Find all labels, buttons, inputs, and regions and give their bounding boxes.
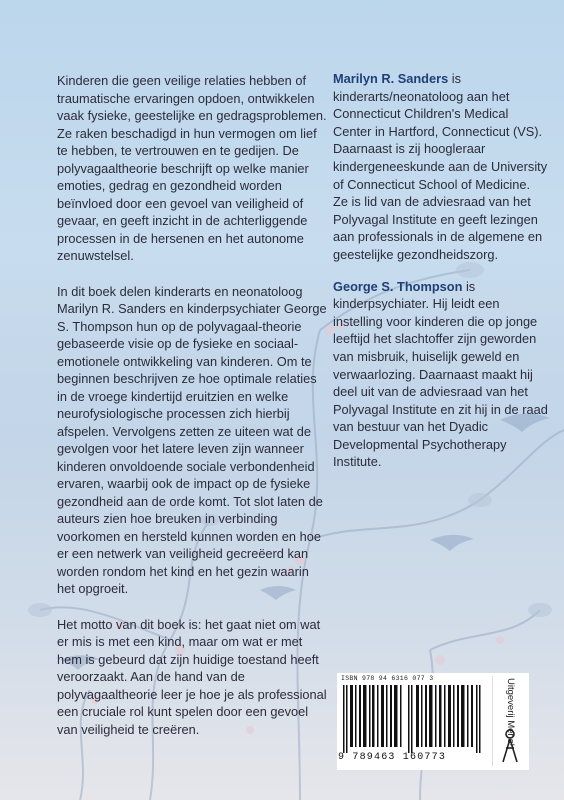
author-bios: [333, 70, 548, 485]
publisher-block: [492, 676, 526, 766]
publisher-name: Uitgeverij Mens!: [505, 678, 516, 747]
description-paragraph-2: In dit boek delen kinderarts en neonatoloog Marilyn R. Sanders en kinderpsychiater George S. Thompson hun op de polyvagaal-theorie gebaseerde visie op de fysieke en sociaal-emotionele ontwikkeling van kinderen. Om te beginnen beschrijven ze hoe optimale relaties in de vroege kindertijd eruitzien en welke neurofysiologische processen zich hierbij afspelen. Vervolgens zetten ze uiteen wat de gevolgen voor het latere leven zijn wanneer kinderen onvoldoende sociale verbondenheid ervaren, waarbij ook de impact op de fysieke gezondheid aan de orde komt. Tot slot laten de auteurs zien hoe breuken in verbinding voorkomen en hersteld kunnen worden en hoe er een netwerk van veiligheid gecreëerd kan worden rondom het kind en het gezin waarin het opgroeit.: [57, 283, 327, 596]
author-name-sanders: Marilyn R. Sanders: [333, 71, 449, 86]
author-bio-text-thompson: is kinderpsychiater. Hij leidt een instelling voor kinderen die op jonge leeftijd het slachtoffer zijn geworden van misbruik, huiselijk geweld en verwaarlozing. Daarnaast maakt hij deel uit van de adviesraad van het Polyvagal Institute en zit hij in de raad van bestuur van het Dyadic Developmental Psychotherapy Institute.: [333, 278, 548, 470]
description-paragraph-1: Kinderen die geen veilige relaties hebben of traumatische ervaringen opdoen, ontwikkelen vaak fysieke, geestelijke en gedragsproblemen. Ze raken beschadigd in hun vermogen om lief te hebben, te vertrouwen en te gedijen. De polyvagaaltheorie beschrijft op welke manier emoties, gedrag en gezondheid worden beïnvloed door een gevoel van veiligheid of gevaar, en geeft inzicht in de achterliggende processen in de hersenen en het autonome zenuwstelsel.: [57, 73, 327, 263]
publisher-logo-icon: [499, 728, 521, 764]
isbn-label: ISBN 978 94 6316 077 3: [341, 675, 434, 682]
author-name-thompson: George S. Thompson: [333, 278, 463, 294]
author-bio-thompson: [333, 278, 548, 472]
barcode-block: [337, 673, 529, 770]
author-bio-sanders: [333, 70, 548, 264]
author-bio-text-sanders: is kinderarts/neonatoloog aan het Connecticut Children's Medical Center in Hartford, Connecticut (VS). Daarnaast is zij hoogleraar kindergeneeskunde aan de University of Connecticut School of Medicine. Ze is lid van de adviesraad van het Polyvagal Institute en geeft lezingen aan professionals in de algemene en geestelijke gezondheidszorg.: [333, 71, 548, 262]
barcode-icon: [341, 685, 487, 753]
book-description: [57, 72, 327, 756]
barcode-digits: 9 789463 160773: [338, 752, 447, 763]
description-paragraph-3: Het motto van dit boek is: het gaat niet om wat er mis is met een kind, maar om wat er met hem is gebeurd dat zijn huidige toestand heeft veroorzaakt. Aan de hand van de polyvagaaltheorie leer je hoe je als professional een cruciale rol kunt spelen door een gevoel van veiligheid te creëren.: [57, 616, 327, 737]
